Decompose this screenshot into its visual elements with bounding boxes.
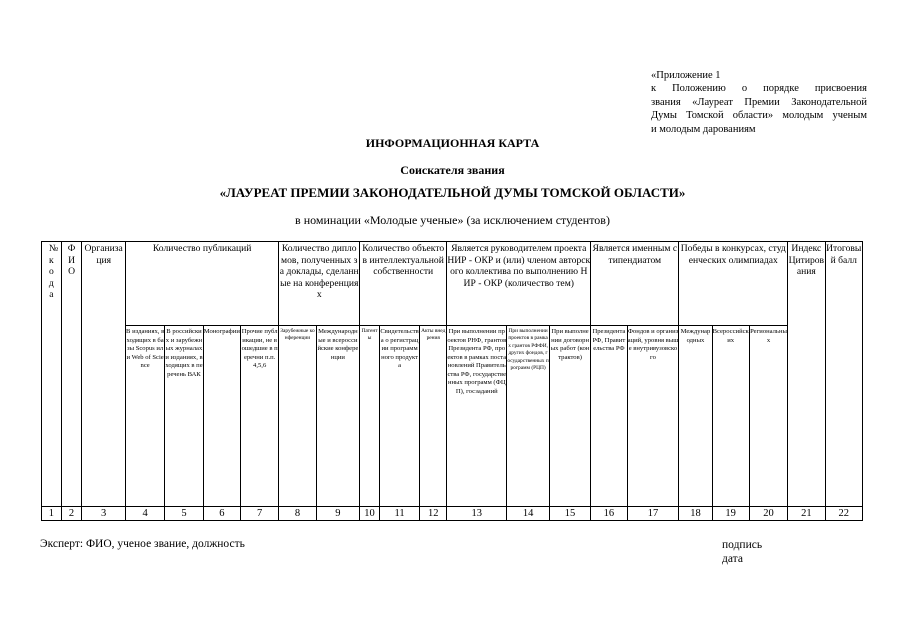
information-table <box>41 241 863 521</box>
column-number: 10 <box>360 507 380 521</box>
column-number: 13 <box>447 507 507 521</box>
column-number: 9 <box>316 507 360 521</box>
subheader-funds-stipend: Фондов и организаций, уровня выше внутривузовского <box>627 326 679 507</box>
appendix-line: Думы Томской области» молодым ученым <box>651 110 867 122</box>
subheader-international-conferences: Международные и всероссийские конференции <box>316 326 360 507</box>
subheader-rffi-grants: При выполнении проектов в рамках грантов РФФИ, других фондов, государственных программ (РЦП) <box>507 326 549 507</box>
signature-label: подпись <box>722 539 763 551</box>
header-code: № кода <box>42 242 62 507</box>
subheader-rnf-grants: При выполнении проектов РНФ, грантов Президента РФ, проектов в рамках постановлений Правительства РФ, государственных программ (ФЦП), госзаданий <box>447 326 507 507</box>
column-number: 8 <box>279 507 316 521</box>
column-number: 6 <box>203 507 240 521</box>
appendix-line: звания «Лауреат Премии Законодательной <box>651 96 867 108</box>
appendix-line: к Положению о порядке присвоения <box>651 83 867 95</box>
subheader-foreign-conferences: Зарубежные конференции <box>279 326 316 507</box>
signature-block <box>722 538 762 566</box>
subheader-president-stipend: Президента РФ, Правительства РФ <box>591 326 627 507</box>
subheader-regional-wins: Региональных <box>749 326 787 507</box>
column-number: 17 <box>627 507 679 521</box>
column-number: 18 <box>679 507 712 521</box>
subheader-patents: Патенты <box>360 326 380 507</box>
subheader-other-publications: Прочие публикации, не вошедшие в перечни п.п. 4,5,6 <box>240 326 278 507</box>
column-number: 19 <box>712 507 749 521</box>
award-title: «ЛАУРЕАТ ПРЕМИИ ЗАКОНОДАТЕЛЬНОЙ ДУМЫ ТОМСКОЙ ОБЛАСТИ» <box>219 185 686 200</box>
header-organization: Организация <box>82 242 126 507</box>
expert-line: Эксперт: ФИО, ученое звание, должность <box>40 538 245 550</box>
appendix-note <box>651 69 867 136</box>
column-number: 16 <box>591 507 627 521</box>
column-number: 20 <box>749 507 787 521</box>
subheader-allrussia-wins: Всероссийских <box>712 326 749 507</box>
subheader-monographs: Монографии <box>203 326 240 507</box>
column-number: 5 <box>165 507 203 521</box>
column-number: 7 <box>240 507 278 521</box>
subheader-international-wins: Международных <box>679 326 712 507</box>
document-subtitle: Соискателя звания <box>400 163 505 177</box>
column-number: 22 <box>825 507 863 521</box>
header-research-projects: Является руководителем проекта НИР - ОКР и (или) членом авторского коллектива по выполнению НИР - ОКР (количество тем) <box>447 242 591 326</box>
column-number: 2 <box>61 507 82 521</box>
document-title: ИНФОРМАЦИОННАЯ КАРТА <box>365 136 540 150</box>
header-intellectual-property: Количество объектов интеллектуальной собственности <box>360 242 447 326</box>
column-number: 3 <box>82 507 126 521</box>
header-diplomas: Количество дипломов, полученных за доклады, сделанные на конференциях <box>279 242 360 326</box>
column-number: 4 <box>125 507 164 521</box>
column-number: 1 <box>42 507 62 521</box>
column-number: 12 <box>420 507 447 521</box>
subheader-implementation-acts: Акты внедрения <box>420 326 447 507</box>
column-number: 14 <box>507 507 549 521</box>
header-total-score: Итоговый балл <box>825 242 863 507</box>
column-number: 11 <box>379 507 419 521</box>
header-citation-index: Индекс Цитирования <box>788 242 825 507</box>
subheader-vak-journals: В российских и зарубежных журналах и изданиях, входящих в перечень ВАК <box>165 326 203 507</box>
appendix-line: «Приложение 1 <box>651 70 721 81</box>
header-fio: ФИО <box>61 242 82 507</box>
subheader-certificates: Свидетельства о регистрации программного продукта <box>379 326 419 507</box>
header-publications: Количество публикаций <box>125 242 278 326</box>
subheader-scopus: В изданиях, входящих в базы Scopus или Web of Science <box>125 326 164 507</box>
nomination-line: в номинации «Молодые ученые» (за исключением студентов) <box>295 213 610 227</box>
header-contests: Победы в конкурсах, студенческих олимпиадах <box>679 242 788 326</box>
column-number: 15 <box>549 507 590 521</box>
date-label: дата <box>722 553 743 565</box>
header-stipend: Является именным стипендиатом <box>591 242 679 326</box>
subheader-contracts: При выполнении договорных работ (контрактов) <box>549 326 590 507</box>
column-number: 21 <box>788 507 825 521</box>
appendix-line: и молодым дарованиям <box>651 123 756 135</box>
